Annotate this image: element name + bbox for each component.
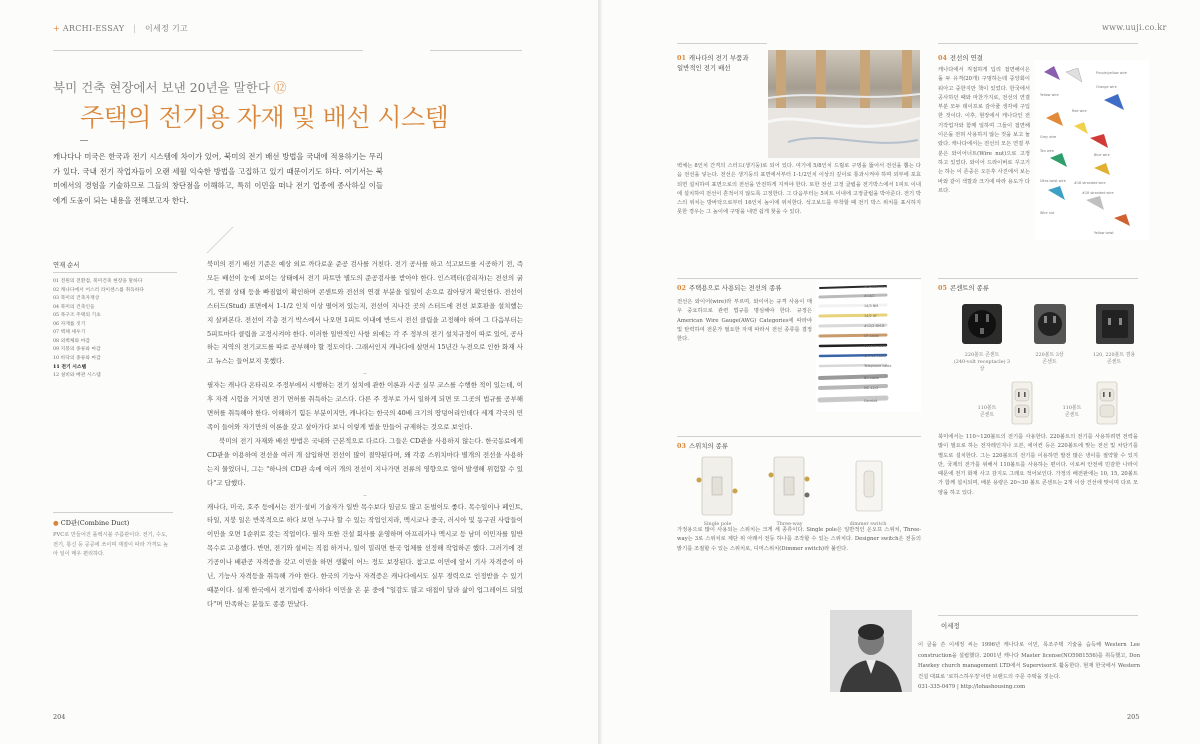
toc-item: 05 목구조 주택의 기초 xyxy=(53,313,101,319)
toc-item: 09 지붕의 종류와 마감 xyxy=(53,347,101,353)
section-02-number: 02 xyxy=(677,284,686,292)
author-contact: 031-335-0479 | http://lohashousing.com xyxy=(918,684,1026,690)
wirenut-label: Yellow wire xyxy=(1040,93,1059,97)
switch-caption: Single pole xyxy=(703,521,732,527)
section-05-heading xyxy=(938,283,989,292)
author-portrait xyxy=(830,610,912,692)
wire-label: Telephone cable xyxy=(864,364,892,368)
section-05-number: 05 xyxy=(938,284,947,292)
wirenut-label: Orange wire xyxy=(1096,85,1117,89)
page-number-left: 204 xyxy=(53,713,66,721)
author-bio-text: 이 글을 쓴 이세정 씨는 1996년 캐나다로 이민, 목조주택 기술을 습득해 Western Lee construction을 설립했다. 2001년 캐나다 Master license(NO5981556)를 취득했고, Don Hawkey church management LTD에서 Supervisor로 활동한다. 현재 한국에서 Western 건설 대표로 '로하스하우징'이란 브랜드의 주문 주택을 짓는다. xyxy=(918,642,1140,680)
wire-label: #12/2 NM-B xyxy=(864,324,885,328)
toc-title: 연재 순서 xyxy=(53,260,177,273)
bullet-icon: ● xyxy=(53,519,59,527)
outlet-caption: 220볼트 3상 콘센트 xyxy=(1035,352,1064,365)
wirenut-label: Wire nut xyxy=(1040,211,1055,215)
wirenut-label: Ultra-twist wire xyxy=(1040,179,1066,183)
construction-wiring-photo xyxy=(768,50,920,158)
three-way-switch-image xyxy=(762,455,817,517)
switch-three-way xyxy=(762,455,817,528)
toc-item: 01 전원의 전환점, 북미건축 현장을 말하다 xyxy=(53,279,143,284)
wirenut-label: Blue wire xyxy=(1094,153,1110,157)
series-kicker xyxy=(53,78,286,96)
wirenut-label: Red wire xyxy=(1072,109,1087,113)
wire-nuts-photo xyxy=(1034,60,1149,240)
section-rule xyxy=(677,278,921,279)
sidebar-note-title xyxy=(53,518,173,527)
wirenut-label: #18 stranded wire xyxy=(1074,181,1106,185)
section-04-text: 캐나다에서 직접하게 딥리 접면해이은돌 두 유격(20개) 구멍하는데 중앙회이 워아고 중한지만 책이 있었다. 한국에서 공사하던 때와 마찬가지로, 전선의 연결부분 모두 테이프로 감아줄 생각에 구입한 것이다. 이후, 현장에서 캐나다인 전기작업자와 함께 일하며 그들이 접면해이은돌 전혀 사용하지 않는 것을 보고 놀랐다. 캐나다에서는 전선의 모든 연결 부분은 와이어너트(Wire nut)으로 고정하고 있었다. 와이어 드라이버로 꾸고기는 하는 이 존중은 오든후 사진에서 보는 바와 같이 색깔과 크기에 따라 용도가 다르다. xyxy=(938,67,1030,194)
author-bio xyxy=(918,640,1140,693)
wire-label: BX cable xyxy=(864,376,879,380)
wirenut-label: Purple/yellow wire xyxy=(1096,71,1127,75)
dimmer-switch-image xyxy=(838,455,898,517)
header-rule xyxy=(938,43,1138,44)
section-03-heading xyxy=(677,441,728,450)
toc-item: 08 외벽체와 마감 xyxy=(53,338,90,344)
section-03-text: 가정용으로 많이 사용되는 스위치는 크게 세 종류이다. Single pole은 일반적인 온오프 스위치, Three-way는 3로 스위치로 계단 위 아래서 전등 하나를 조작할 수 있는 스위치다. Designer switch은 전등의 밝기를 조절할 수 있는 스위치로, 디머스위치(Dimmer switch)라 불린다. xyxy=(677,527,921,552)
wire-label: UF cable xyxy=(864,334,879,338)
wire-label: #14 standard xyxy=(864,285,888,289)
toc-item: 03 북미의 건축자재상 xyxy=(53,296,100,302)
section-04-number: 04 xyxy=(938,54,947,62)
sidebar-note-text: PVC로 만들어진 플렉시블 주름관이다. 전기, 수도, 전기, 통신 등 공공에 쓰이며 재질이 따라 가격도 높아 일이 매우 편리하다. xyxy=(53,532,169,558)
sidebar-note xyxy=(53,512,173,560)
toc-item: 06 자재를 짓기 xyxy=(53,321,86,327)
author-name: 이세정 xyxy=(941,622,960,630)
toc-item: 07 벽체 세우기 xyxy=(53,330,86,336)
outlet-110-a xyxy=(997,380,1047,430)
paragraph-separator: – xyxy=(363,490,367,499)
outlet-caption: 220볼트 콘센트 (240-volt receptacle) 3상 xyxy=(953,352,1011,372)
wirenut-label: Tan wire xyxy=(1040,149,1054,153)
body-paragraph: 북미의 전기 배선 기준은 예상 외로 까다로운 준공 검사를 거친다. 전기 공사를 하고 석고보드를 시공하기 전, 즉 모든 배선이 눈에 보이는 상태에서 전기 파트만 별도의 준공검사를 받아야 한다. 인스펙터(감리자)는 전선의 굵기, 연결 상태 등을 빠짐없이 확인하며 콘센트와 전선의 연결 부분을 일일이 손으로 잡아당겨 확인한다. 전선이 스터드(Stud) 표면에서 1-1/2 인치 이상 떨어져 있는지, 전선이 지나간 곳의 스터드에 전선 보호판을 설치했는지 살펴본다. 전선이 각층 전기 박스에서 나오면 1피트 이내에 반드시 전선 클립을 고정해야 하며 그 다음부터는 5피트마다 클립을 고정시켜야 한다. 이러한 일반적인 사항 외에는 각 주 정부의 전기 설치규정이 따로 있어, 공사하는 지역의 전기코드를 따로 공부해야 할 정도이다. 그래서인지 캐나다에 살면서 15년간 누전으로 인한 화재 사고 뉴스는 들어보지 못했다. xyxy=(207,260,523,366)
body-paragraph: 북미의 전기 자재와 배선 방법은 국내와 근본적으로 다르다. 그들은 CD관을 사용하지 않는다. 한국동료에게 CD관을 이용하여 전선을 여러 개 삽입하면 전선이 많이 절약된다며, 왜 각종 스위치마다 별개의 전선을 사용하는지 물었더니, 그는 "하나의 CD관 속에 여러 개의 전선이 지나가면 전류의 영향으로 얼어 발생해 위험할 수 있다"고 답했다. xyxy=(207,436,523,487)
wirenut-label: #18 stranded wire xyxy=(1082,191,1114,195)
wirenut-label: Grey wire xyxy=(1040,135,1057,139)
receptacle-image xyxy=(997,380,1047,426)
outlet-caption: 120, 220볼트 겸용 콘센트 xyxy=(1092,352,1136,365)
plus-icon: + xyxy=(53,24,61,33)
outlet-220-three xyxy=(1022,300,1077,366)
section-05-text: 북미에서는 110~120볼트의 전기를 사용한다. 220볼트의 전기를 사용하려면 전력을 많이 필요로 하는 전자레인지나 오븐, 에어컨 등은 220볼트에 맞는 전선 및 차단기를 별도로 설치한다. 그는 220볼트의 전기를 이용하면 발전 많은 냉이를 절약할 수 있지만, 국제의 전가를 위해서 110볼트를 사용하는 편이다. 이로써 안전에 민감한 나라이 때문에 전기 화재 사고 감지도 그래요 적어보인다. 가정의 배전판에는 10, 15, 20볼트가 함께 설치되며, 배분 용량은 20~30 볼트 콘센트는 2개 이상 건선에 맞이며 다르 모양을 하고 있다. xyxy=(938,434,1138,496)
wire-label: 14/3 NM xyxy=(864,304,879,308)
switch-caption: Three-way xyxy=(776,521,803,527)
author-rule xyxy=(938,615,1138,616)
studs-illustration xyxy=(768,50,920,158)
wire-label: CAT 5E cable xyxy=(864,354,887,358)
toc-item: 04 북미의 건축인들 xyxy=(53,304,95,310)
wirenut-label: Yellow twist xyxy=(1094,231,1114,235)
toc-item: 02 캐나다에서 어스러 라이센스를 취득하다 xyxy=(53,287,144,293)
outlet-caption: 110볼트 콘센트 xyxy=(977,405,997,418)
wire-label: Coaxial cable xyxy=(864,344,887,348)
body-paragraph: 캐나다, 미국, 호주 등에서는 전기·설비 기술자가 일반 목수보다 임금도 많고 돈벌이도 좋다. 목수일이나 페인트, 타일, 지붕 일은 반복적으로 하다 보면 누구나 할 수 있는 작업인지라, 멕시코나 중국, 러시아 및 동구권 사람들이 이민을 오면 1순위로 갖는 직업이다. 필자 또한 건설 회사를 운영하며 아프리카나 멕시코 등 남미 이민자를 일반 목수로 고용했다. 반면, 전기와 설비는 직접 하거나, 일이 밀리면 한국 업체를 선정해 작업하곤 했다. 그러기에 전기공이나 배관공 자격증을 갖고 이민을 하면 생활이 어느 정도 보장된다. 참고로 이민에 앞서 기사 자격증이 아닌, 기능사 자격등을 취득해 가야 한다. 한국의 기능사 자격증은 캐나다에서도 실무 경력으로 인정받을 수 있기 때문이다. 실제 한국에서 전기업에 종사하다 이민을 온 분 중에 "일감도 많고 대접이 달라 삶이 업그레이드 되었다"며 만족하는 분들도 종종 만났다. xyxy=(207,502,523,608)
body-paragraph: 필자는 캐나다 온타리오 주정부에서 시행하는 전기 설치에 관한 이론과 시공 실무 코스를 수행한 적이 있는데, 이후 자격 시험을 거치면 전기 면허를 취득하는 코스다. 다른 주 정부로 가서 일하게 되면 또 그곳의 법규를 공부해 면허를 취득해야 한다. 이해하기 힘든 부분이지만, 캐나다는 한국의 40배 크기의 땅덩어리인데다 세계 각국의 민족이 들어와 자기만의 이론을 갖고 살아가다 보니 이렇게 법을 만들어 규제하는 것으로 보인다. xyxy=(207,381,523,431)
left-page xyxy=(0,0,598,744)
outlet-combo xyxy=(1084,300,1144,366)
sidebar-note-title-text: CD관(Combine Duct) xyxy=(60,519,130,527)
header-rule xyxy=(677,43,767,44)
diagonal-ornament xyxy=(205,225,235,255)
section-label: ARCHI-ESSAY xyxy=(62,24,125,33)
header-rule-2 xyxy=(430,50,522,51)
wire-types-illustration xyxy=(816,280,921,412)
toc-list xyxy=(53,278,177,381)
section-03-number: 03 xyxy=(677,442,686,450)
section-rule xyxy=(677,436,921,437)
body-column xyxy=(207,258,523,612)
switch-dimmer xyxy=(838,455,898,528)
outlet-caption: 110볼트 콘센트 xyxy=(1062,405,1082,418)
toc-item: 12 설비와 배관 시스템 xyxy=(53,373,101,379)
section-01-text: 벽체는 8인치 간격의 스터드(생기둥)로 되어 있다. 여기에 5/8인치 드릴로 구멍을 뚫어서 전선을 뽑는 다음 전선을 넣는다. 전선은 생기둥의 표면에서부터 1-1/2인치 이상의 깊이로 통과시켜야 하며 외부에 포효되면 설치하여 표면으로의 전선을 안전하게 지켜야 한다. 또한 전선 고정 클립을 전기박스에서 1피트 이내에 설치하여 전선이 흔적이지 않도록 고정한다. 그 다음부터는 5피트 이내에 고정클립을 박아준다. 전기 박스의 위치는 방바닥으로부터 16인치 높이에 위치한다. 석고보드를 부착할 때 전기 박스 위치를 표시하지 못한 경우는 그 높이에 구멍을 내면 쉽게 찾을 수 있다. xyxy=(677,163,921,216)
single-pole-switch-image xyxy=(690,455,745,517)
author-credit: 이세정 기고 xyxy=(145,24,188,33)
switch-single-pole xyxy=(690,455,745,528)
wire-label: MC 12/3 xyxy=(864,386,878,390)
section-02-heading xyxy=(677,283,781,292)
wire-types-photo xyxy=(816,280,921,412)
wire-nuts-illustration xyxy=(1034,60,1149,240)
section-rule xyxy=(938,278,1138,279)
section-01-title: 캐나다의 전기 부품과 일반적인 전기 배선 xyxy=(677,54,749,72)
article-title: 주택의 전기용 자재 및 배선 시스템 xyxy=(80,103,449,132)
wire-label: #14/2 xyxy=(864,294,875,298)
toc-item-current: 11 전기 시스템 xyxy=(53,364,87,371)
section-04-title: 전선의 연결 xyxy=(949,54,983,62)
section-05-title: 콘센트의 종류 xyxy=(949,284,989,292)
switch-caption: dimmer switch xyxy=(849,521,887,527)
outlet-110-b xyxy=(1082,380,1132,430)
section-04-heading xyxy=(938,53,983,62)
author-portrait-image xyxy=(830,610,912,692)
title-dash xyxy=(80,140,88,141)
wire-label: 14/2 UF xyxy=(864,314,878,318)
site-url: www.uuji.co.kr xyxy=(1102,23,1167,32)
wire-label: Conduit xyxy=(864,399,878,403)
receptacle-image xyxy=(1082,380,1132,426)
section-02-text: 전선은 와이어(wire)라 부르며, 와이어는 규격 사용이 매우 중요하므로 관련 법규를 명심해야 한다. 규정은 American Wire Gauge(AWG) Categories에 따라야 및 탄력하여 전문가 필요한 자재 따라서 전선 종류를 결정한다. xyxy=(677,299,812,343)
toc-item: 10 바닥의 종류와 마감 xyxy=(53,355,101,361)
outlet-220-3phase xyxy=(952,300,1012,373)
lead-paragraph: 캐나다나 미국은 한국과 전기 시스템에 차이가 있어, 북미의 전기 배선 방법을 국내에 적용하기는 무리가 있다. 국내 전기 작업자들이 오랜 세월 익숙한 방법을 고집하고 있기 때문이기도 하다. 여기서는 북미에서의 경험을 기술하므로 그들의 창단점을 이해하고, 특히 이민을 떠나 전기 업종에 종사하실 이들에게 도움이 되는 내용을 전해보고자 한다. xyxy=(53,152,383,205)
page-number-right: 205 xyxy=(1127,713,1140,721)
series-toc xyxy=(53,260,177,381)
section-03-title: 스위치의 종류 xyxy=(688,442,728,450)
kicker-text: 북미 건축 현장에서 보낸 20년을 말한다 xyxy=(53,80,270,95)
right-page xyxy=(602,0,1200,744)
series-number: ⑫ xyxy=(273,80,287,95)
receptacle-image xyxy=(1022,300,1077,348)
section-01-number: 01 xyxy=(677,54,686,62)
header-rule xyxy=(53,50,363,51)
receptacle-image xyxy=(1084,300,1144,348)
running-header-left: + ARCHI-ESSAY | 이세정 기고 xyxy=(53,24,188,33)
section-02-title: 주택용으로 사용되는 전선의 종류 xyxy=(688,284,782,292)
receptacle-image xyxy=(952,300,1012,348)
paragraph-separator: – xyxy=(363,369,367,378)
